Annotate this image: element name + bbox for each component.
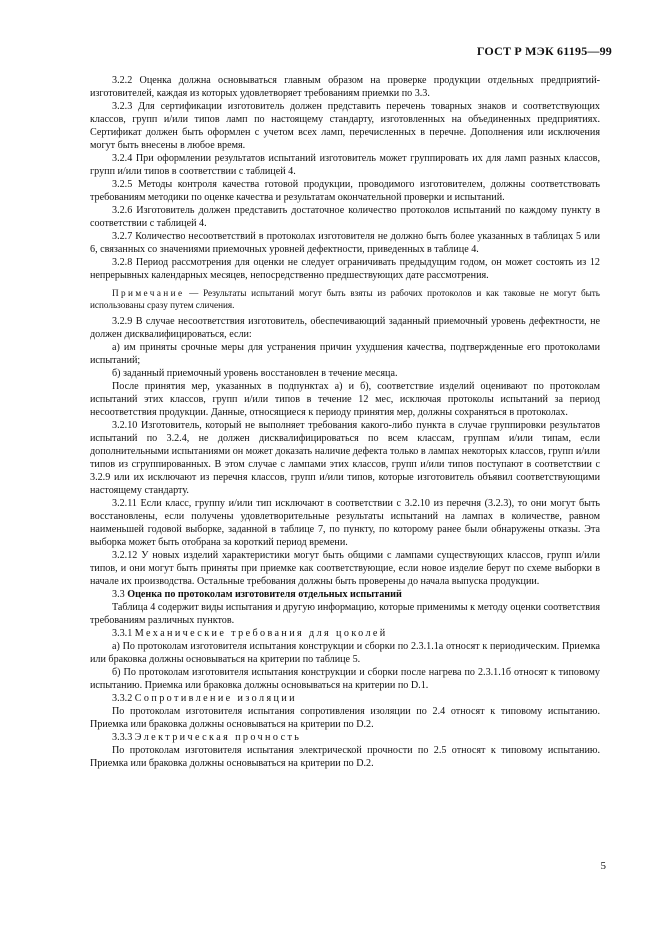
subsection-3-3-2-heading: [90, 692, 600, 705]
list-item-a: а) им приняты срочные меры для устранения причин ухудшения качества, подтвержденные его протоколами испытаний;: [90, 342, 600, 366]
section-number: 3.3: [112, 589, 125, 600]
paragraph-3-2-12: 3.2.12 У новых изделий характеристики могут быть общими с лампами существующих классов, групп и/или типов, и они могут быть приняты при приемке как соответствующие, если новое изделие берут по схеме выборки в начале их производства. Остальные требования должны быть проверены до начала выпуска продукции.: [90, 550, 600, 587]
paragraph-3-2-5: 3.2.5 Методы контроля качества готовой продукции, проводимого изготовителем, должны соответствовать требованиям методики по оценке качества и результатам окончательной проверки и испытаний.: [90, 179, 600, 203]
subsection-title: Сопротивление изоляции: [134, 693, 297, 704]
subsection-title: Электрическая прочность: [134, 732, 302, 743]
paragraph-3-2-7: 3.2.7 Количество несоответствий в протоколах изготовителя не должно быть более указанных в таблицах 5 или 6, связанных со значениями приемочных уровней дефектности, приведенных в таблице 4.: [90, 231, 600, 255]
subsection-number: 3.3.1: [112, 628, 133, 639]
subsection-number: 3.3.3: [112, 732, 133, 743]
section-title: Оценка по протоколам изготовителя отдельных испытаний: [127, 589, 402, 600]
section-3-3-intro: Таблица 4 содержит виды испытания и другую информацию, которые применимы к методу оценки соответствия требованиям различных пунктов.: [90, 602, 600, 626]
note-label: Примечание: [112, 288, 185, 298]
standard-header: ГОСТ Р МЭК 61195—99: [476, 44, 612, 58]
subsection-3-3-1-b: б) По протоколам изготовителя испытания конструкции и сборки после нагрева по 2.3.1.1б относят к типовому испытанию. Приемка или браковка должны основываться на критерии по D.1.: [90, 667, 600, 691]
subsection-3-3-3-text: По протоколам изготовителя испытания электрической прочности по 2.5 относят к типовому испытанию. Приемка или браковка должны основываться на критерии по D.2.: [90, 745, 600, 769]
paragraph-3-2-4: 3.2.4 При оформлении результатов испытаний изготовитель может группировать их для ламп разных классов, групп и/или типов в соответствии с таблицей 4.: [90, 153, 600, 177]
paragraph-3-2-10: 3.2.10 Изготовитель, который не выполняет требования какого-либо пункта в случае группировки результатов испытаний по 3.2.4, не должен дисквалифицироваться по всем классам, группам и/или типам, если дополнительными испытаниями он может доказать наличие дефекта только в лампах некоторых классов, групп и/или типов из сгруппированных. В этом случае с лампами этих классов, групп и/или типов поступают в соответствии с 3.2.9 или их исключают из перечня классов, групп и/или типов, которые изготовитель объявил соответствующими настоящему стандарту.: [90, 420, 600, 496]
paragraph-3-2-8: 3.2.8 Период рассмотрения для оценки не следует ограничивать предыдущим годом, он может состоять из 12 непрерывных календарных месяцев, непосредственно предшествующих дате рассмотрения.: [90, 257, 600, 281]
subsection-number: 3.3.2: [112, 693, 133, 704]
document-body: [90, 74, 600, 770]
note-text: — Результаты испытаний могут быть взяты из рабочих протоколов и как таковые не могут быть использованы сразу путем сличения.: [90, 288, 600, 310]
subsection-3-3-3-heading: [90, 731, 600, 744]
page-number: 5: [600, 860, 606, 872]
subsection-3-3-1-a: а) По протоколам изготовителя испытания конструкции и сборки по 2.3.1.1а относят к периодическим. Приемка или браковка должны основываться на критерии по таблице 5.: [90, 641, 600, 665]
subsection-3-3-1-heading: [90, 627, 600, 640]
note: [90, 287, 600, 311]
paragraph-3-2-6: 3.2.6 Изготовитель должен представить достаточное количество протоколов испытаний по каждому пункту в соответствии с таблицей 4.: [90, 205, 600, 229]
subsection-3-3-2-text: По протоколам изготовителя испытания сопротивления изоляции по 2.4 относят к типовому испытанию. Приемка или браковка должны основываться на критерии по D.2.: [90, 706, 600, 730]
list-item-b: б) заданный приемочный уровень восстановлен в течение месяца.: [112, 368, 398, 379]
section-3-3-heading: [90, 588, 600, 601]
subsection-title: Механические требования для цоколей: [134, 628, 388, 639]
paragraph-3-2-2: 3.2.2 Оценка должна основываться главным образом на проверке продукции отдельных предприятий-изготовителей, каждая из которых удовлетворяет требованиям приемки по 3.3.: [90, 75, 600, 99]
paragraph-3-2-9-after: После принятия мер, указанных в подпунктах а) и б), соответствие изделий оценивают по протоколам испытаний этих классов, групп и/или типов в течение 12 мес, исключая протоколы испытаний за период несоответствия продукции. Данные, относящиеся к периоду принятия мер, должны сохраняться в протоколах.: [90, 381, 600, 418]
paragraph-3-2-9: 3.2.9 В случае несоответствия изготовитель, обеспечивающий заданный приемочный уровень дефектности, не должен дисквалифицироваться, если:: [90, 316, 600, 340]
paragraph-3-2-11: 3.2.11 Если класс, группу и/или тип исключают в соответствии с 3.2.10 из перечня (3.2.3), то они могут быть восстановлены, если получены удовлетворительные результаты испытаний на лампах в количестве, равном наименьшей годовой выборке, заданной в таблице 7, по пункту, по которому ранее были обнаружены отказы. Эта выборка может быть отобрана за короткий период времени.: [90, 498, 600, 548]
paragraph-3-2-3: 3.2.3 Для сертификации изготовитель должен представить перечень товарных знаков и соответствующих классов, групп и/или типов ламп по настоящему стандарту, изготовленных на объединенных предприятиях. Сертификат должен быть оформлен с учетом всех ламп, перечисленных в перечне. Дополнения или исключения могут быть внесены в любое время.: [90, 101, 600, 151]
